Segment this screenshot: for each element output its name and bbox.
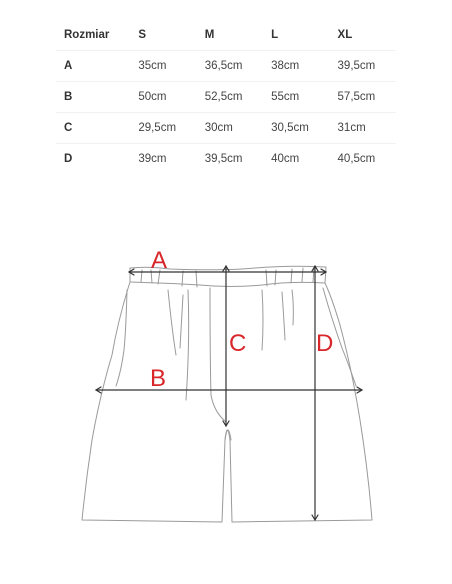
- cell-value: 29,5cm: [130, 113, 196, 144]
- table-row: [56, 144, 396, 175]
- cell-value: 39,5cm: [204, 153, 243, 165]
- cell-value: 30cm: [197, 113, 263, 144]
- table-row: [56, 113, 396, 144]
- label-a: A: [151, 247, 168, 274]
- cell-value: 35cm: [130, 51, 196, 82]
- row-label: C: [56, 113, 130, 144]
- fly-curve: [210, 288, 226, 422]
- cell-value: 55cm: [263, 82, 329, 113]
- cell-value: 52,5cm: [197, 82, 263, 113]
- row-label: D: [64, 153, 73, 165]
- cell-value: 39cm: [138, 153, 167, 165]
- cell-value: 38cm: [263, 51, 329, 82]
- header-l: L: [263, 20, 329, 51]
- cell-value: 57,5cm: [330, 82, 396, 113]
- cell-value: 50cm: [130, 82, 196, 113]
- label-d: D: [316, 330, 334, 357]
- shorts-measurement-diagram: [0, 230, 452, 584]
- row-label: B: [56, 82, 130, 113]
- label-c: C: [229, 330, 247, 357]
- cell-value: 30,5cm: [263, 113, 329, 144]
- measurement-lines: [96, 266, 362, 520]
- size-chart-table: [56, 20, 396, 174]
- row-label: A: [56, 51, 130, 82]
- cell-value: 40,5cm: [337, 153, 376, 165]
- table-row: [56, 82, 396, 113]
- cell-value: 31cm: [330, 113, 396, 144]
- cell-value: 36,5cm: [197, 51, 263, 82]
- header-xl: XL: [330, 20, 396, 51]
- header-size: Rozmiar: [56, 20, 130, 51]
- cell-value: 39,5cm: [330, 51, 396, 82]
- header-s: S: [130, 20, 196, 51]
- shorts-outline: [82, 266, 372, 522]
- label-b: B: [150, 365, 167, 392]
- table-header-row: [56, 20, 396, 51]
- shorts-body: [82, 282, 372, 522]
- header-m: M: [197, 20, 263, 51]
- left-pocket-line: [116, 290, 127, 386]
- table-row: [56, 51, 396, 82]
- cell-value: 40cm: [271, 153, 300, 165]
